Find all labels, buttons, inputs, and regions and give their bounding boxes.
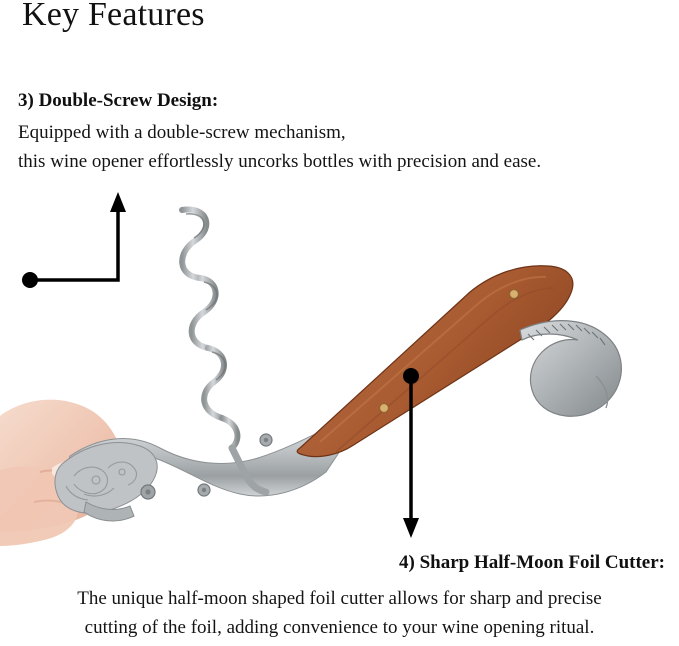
foil-cutter-blade: [520, 321, 621, 417]
double-screw-helix: [182, 210, 237, 448]
feature-3-line-1: Equipped with a double-screw mechanism,: [18, 122, 346, 143]
feature-4-line-2: cutting of the foil, adding convenience to your wine opening ritual.: [84, 617, 595, 638]
feature-3-line-2: this wine opener effortlessly uncorks bottles with precision and ease.: [18, 151, 542, 172]
wood-handle: [297, 266, 573, 457]
feature-4-line-1: The unique half-moon shaped foil cutter allows for sharp and precise: [77, 588, 602, 609]
double-screw-shadow: [186, 214, 225, 380]
feature-4-title: 4) Sharp Half-Moon Foil Cutter:: [399, 552, 665, 573]
feature-3-title: 3) Double-Screw Design:: [18, 90, 219, 111]
feature-3-body: [18, 118, 541, 176]
arrow-to-double-screw: [22, 192, 126, 288]
wine-opener-photo: [0, 180, 679, 560]
feature-4-body: [0, 584, 679, 642]
page-title: Key Features: [22, 0, 205, 33]
